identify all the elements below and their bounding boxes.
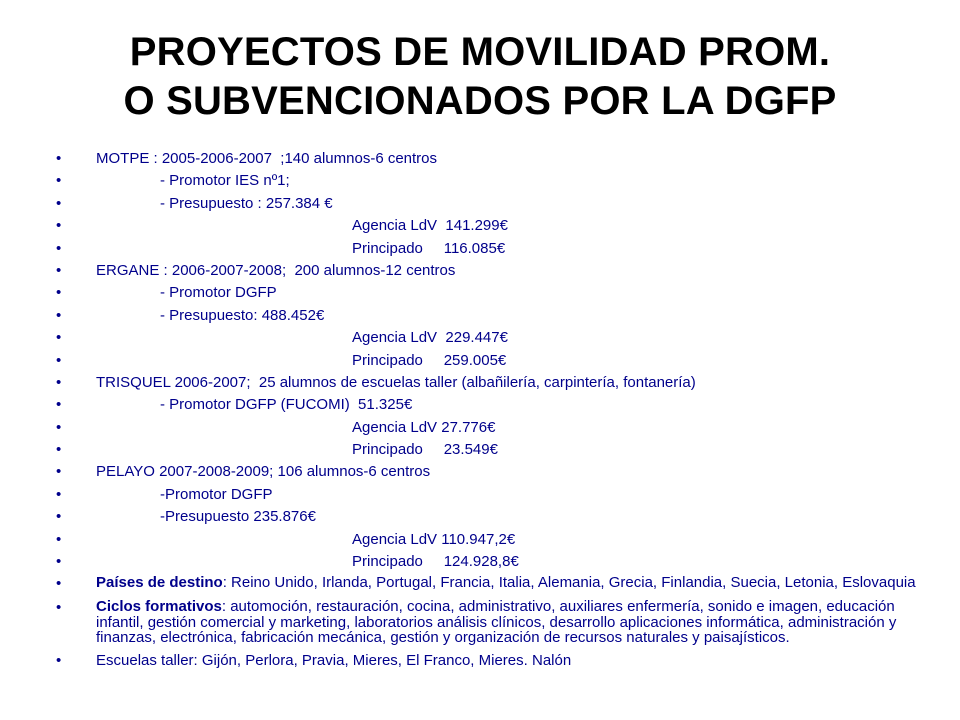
- list-item-text: Agencia LdV 141.299€: [352, 217, 508, 235]
- list-item: [56, 374, 916, 392]
- list-item-text: - Promotor DGFP: [160, 284, 277, 302]
- bullet-icon: •: [56, 485, 62, 503]
- list-item: [56, 599, 916, 646]
- list-item-text: : Reino Unido, Irlanda, Portugal, Francia, Italia, Alemania, Grecia, Finlandia, Suecia, Letonia, Eslovaquia: [222, 574, 916, 592]
- bullet-icon: •: [56, 373, 62, 391]
- list-item: [56, 195, 916, 213]
- list-item-text: -Presupuesto 235.876€: [160, 508, 316, 526]
- list-item-text: - Promotor IES nº1;: [160, 172, 290, 190]
- list-item-text: Principado 124.928,8€: [352, 553, 519, 571]
- list-item-text: -Promotor DGFP: [160, 485, 273, 503]
- list-item: [56, 575, 916, 593]
- list-item: [56, 329, 916, 347]
- list-item: [56, 486, 916, 504]
- list-item-text: Escuelas taller: Gijón, Perlora, Pravia, Mieres, El Franco, Mieres. Nalón: [96, 651, 572, 669]
- list-item: [56, 262, 916, 280]
- bullet-icon: •: [56, 396, 62, 414]
- slide-title: [48, 28, 912, 126]
- bullet-icon: •: [56, 599, 62, 617]
- slide-title-line-1: PROYECTOS DE MOVILIDAD PROM.: [129, 30, 831, 74]
- list-item-text: Agencia LdV 229.447€: [352, 329, 508, 347]
- list-item-text: Principado 116.085€: [352, 239, 506, 257]
- list-item-text: Agencia LdV 110.947,2€: [352, 530, 516, 548]
- list-item-text: TRISQUEL 2006-2007; 25 alumnos de escuelas taller (albañilería, carpintería, fontanería): [96, 373, 696, 391]
- bullet-icon: •: [56, 530, 62, 548]
- list-item: [56, 172, 916, 190]
- list-item-lead: Países de destino: [96, 574, 223, 592]
- bullet-icon: •: [56, 261, 62, 279]
- bullet-icon: •: [56, 150, 62, 167]
- bullet-icon: •: [56, 553, 62, 571]
- list-item: [56, 652, 916, 670]
- bullet-icon: •: [56, 651, 62, 669]
- slide-title-line-2: O SUBVENCIONADOS POR LA DGFP: [123, 79, 837, 123]
- bullet-icon: •: [56, 575, 62, 593]
- list-item: [56, 150, 916, 168]
- list-item-lead: Ciclos formativos: [96, 598, 222, 616]
- list-item: [56, 284, 916, 302]
- list-item: [56, 441, 916, 459]
- bullet-icon: •: [56, 463, 62, 481]
- list-item-text: MOTPE : 2005-2006-2007 ;140 alumnos-6 centros: [96, 150, 438, 167]
- list-item-text: - Presupuesto: 488.452€: [160, 306, 325, 324]
- list-item: [56, 463, 916, 481]
- list-item: [56, 307, 916, 325]
- list-item-text: Agencia LdV 27.776€: [352, 418, 496, 436]
- bullet-icon: •: [56, 306, 62, 324]
- bullet-icon: •: [56, 418, 62, 436]
- bullet-icon: •: [56, 239, 62, 257]
- list-item: [56, 508, 916, 526]
- bullet-icon: •: [56, 172, 62, 190]
- list-item: [56, 352, 916, 370]
- list-item-text: PELAYO 2007-2008-2009; 106 alumnos-6 centros: [96, 463, 431, 481]
- bullet-icon: •: [56, 351, 62, 369]
- list-item: [56, 240, 916, 258]
- list-item-text: Principado 259.005€: [352, 351, 507, 369]
- bullet-icon: •: [56, 284, 62, 302]
- list-item: [56, 531, 916, 549]
- bullet-icon: •: [56, 441, 62, 459]
- list-item-text: - Promotor DGFP (FUCOMI) 51.325€: [160, 396, 413, 414]
- list-item-text: : automoción, restauración, cocina, administrativo, auxiliares enfermería, sonido e imagen, educación infantil, gestión comercial y marketing, laboratorios análisis clínicos, desarrollo aplicaciones informática, administración y finanzas, electrónica, fabricación mecánica, gestión y organización de recursos naturales y paisajísticos.: [96, 598, 897, 647]
- bullet-icon: •: [56, 508, 62, 526]
- bullet-list: [56, 150, 916, 674]
- bullet-icon: •: [56, 217, 62, 235]
- list-item: [56, 217, 916, 235]
- bullet-icon: •: [56, 194, 62, 212]
- list-item: [56, 553, 916, 571]
- list-item-text: ERGANE : 2006-2007-2008; 200 alumnos-12 centros: [96, 261, 456, 279]
- bullet-icon: •: [56, 329, 62, 347]
- list-item: [56, 396, 916, 414]
- list-item-text: - Presupuesto : 257.384 €: [160, 194, 333, 212]
- list-item-text: Principado 23.549€: [352, 441, 498, 459]
- list-item: [56, 419, 916, 437]
